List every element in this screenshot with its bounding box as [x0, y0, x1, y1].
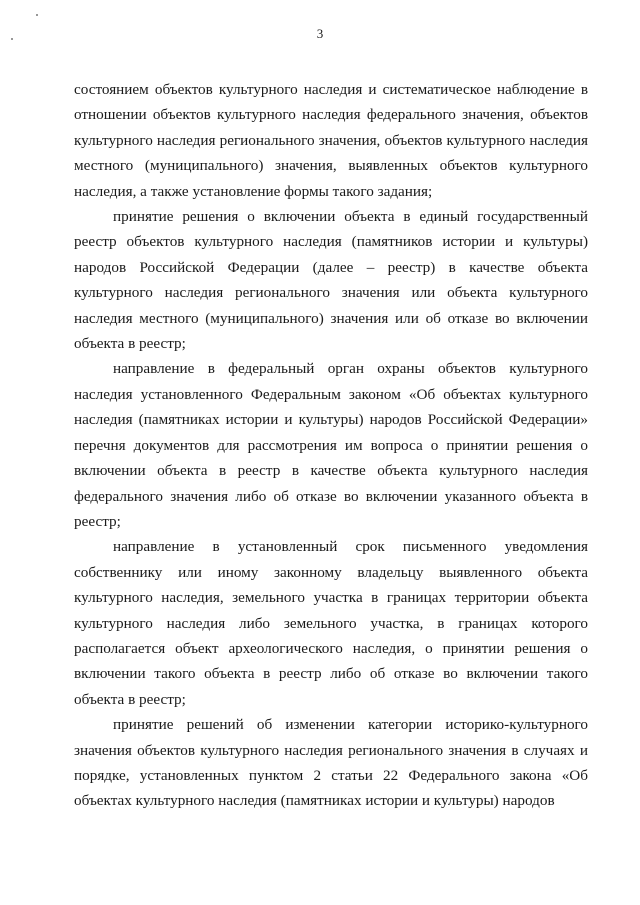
paragraph: направление в установленный срок письменного уведомления собственнику или иному законному владельцу выявленного объекта культурного наследия, земельного участка в границах территории объекта культурного наследия либо земельного участка, в границах которого располагается объект археологического наследия, о принятии решения о включении такого объекта в реестр либо об отказе во включении такого объекта в реестр; — [74, 538, 588, 708]
page-number: 3 — [316, 26, 324, 41]
paragraph: принятие решений об изменении категории историко-культурного значения объектов культурного наследия регионального значения в случаях и порядке, установленных пунктом 2 статьи 22 Федерального закона «Об объектах культурного наследия (памятниках истории и культуры) народов — [74, 716, 588, 810]
paragraph: направление в федеральный орган охраны объектов культурного наследия установленного Федеральным законом «Об объектах культурного наследия (памятниках истории и культуры) народов Российской Федерации» перечня документов для рассмотрения им вопроса о принятии решения о включении объекта в реестр в качестве объекта культурного наследия федерального значения либо об отказе во включении указанного объекта в реестр; — [74, 360, 588, 530]
scan-speck — [36, 14, 38, 16]
paragraph: состоянием объектов культурного наследия и систематическое наблюдение в отношении объектов культурного наследия федерального значения, объектов культурного наследия регионального значения, объектов культурного наследия местного (муниципального) значения, выявленных объектов культурного наследия, а также установление формы такого задания; — [74, 81, 588, 200]
paragraph: принятие решения о включении объекта в единый государственный реестр объектов культурного наследия (памятников истории и культуры) народов Российской Федерации (далее – реестр) в качестве объекта культурного наследия регионального значения или объекта культурного наследия местного (муниципального) значения или об отказе во включении объекта в реестр; — [74, 208, 588, 353]
document-body — [74, 77, 588, 814]
